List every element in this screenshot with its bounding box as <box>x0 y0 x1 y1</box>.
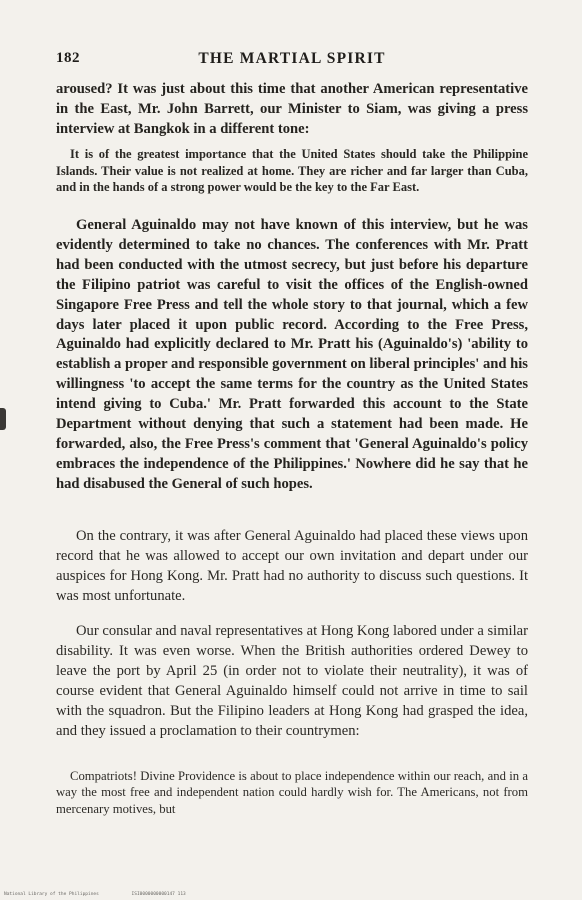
paragraph: General Aguinaldo may not have known of this interview, but he was evidently determined to take no chances. The conferences with Mr. Pratt had been conducted with the utmost secrecy, but just before his departure the Filipino patriot was careful to visit the offices of the English-owned Singapore Free Press and tell the whole story to that journal, which a few days later placed it upon public record. According to the Free Press, Aguinaldo had explicitly declared to Mr. Pratt his (Aguinaldo's) 'ability to establish a proper and responsible government on liberal principles' and his willingness 'to accept the same terms for the country as the United States intend giving to Cuba.' Mr. Pratt forwarded this account to the State Department without denying that such a statement had been made. He forwarded, also, the Free Press's comment that 'General Aguinaldo's policy embraces the independence of the Philippines.' Nowhere did he say that he had disabused the General of such hopes. <box>56 217 528 492</box>
paragraph-block-2 <box>56 216 528 495</box>
scan-code: ISI0000000000147 113 <box>131 892 186 897</box>
block-quote-proclamation <box>56 768 528 817</box>
block-quote: Compatriots! Divine Providence is about to place independence within our reach, and in a way the most free and independent nation could hardly wish for. The Americans, not from mercenary motives, but <box>56 769 528 816</box>
paragraph: On the contrary, it was after General Aguinaldo had placed these views upon record that he was allowed to accept our own invitation and depart under our auspices for Hong Kong. Mr. Pratt had no authority to discuss such questions. It was most unfortunate. <box>56 528 528 604</box>
scan-footer <box>4 892 186 897</box>
paragraph-block-1 <box>56 80 528 140</box>
paragraph: aroused? It was just about this time that another American representative in the East, Mr. John Barrett, our Minister to Siam, was giving a press interview at Bangkok in a different tone: <box>56 81 528 137</box>
page-number: 182 <box>56 50 80 66</box>
paragraph: Our consular and naval representatives at Hong Kong labored under a similar disability. It was even worse. When the British authorities ordered Dewey to leave the port by April 25 (in order not to violate their neutrality), it was of course evident that General Aguinaldo himself could not arrive in time to sail with the squadron. But the Filipino leaders at Hong Kong had grasped the idea, and they issued a proclamation to their countrymen: <box>56 623 528 739</box>
paragraph-block-3 <box>56 527 528 607</box>
running-title: THE MARTIAL SPIRIT <box>198 50 386 67</box>
block-quote-barrett <box>56 146 528 196</box>
paragraph-block-4 <box>56 622 528 741</box>
block-quote: It is of the greatest importance that the United States should take the Philippine Islands. Their value is not realized at home. They are richer and far larger than Cuba, and in the hands of a strong power would be the key to the Far East. <box>56 147 528 195</box>
margin-ink-mark <box>0 408 6 430</box>
library-credit: National Library of the Philippines <box>4 892 99 897</box>
page-header <box>56 50 528 70</box>
